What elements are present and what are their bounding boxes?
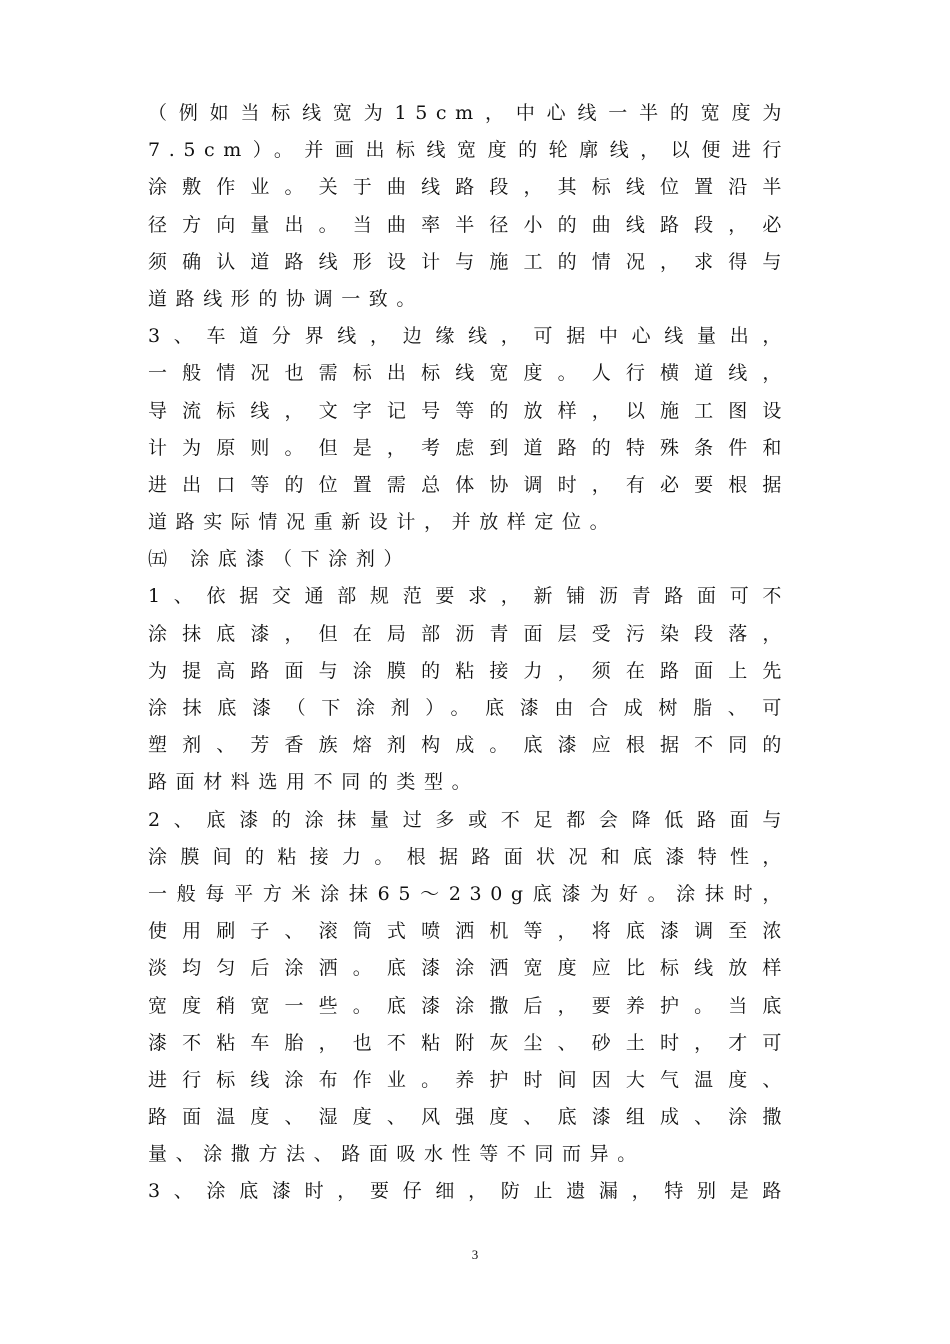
- text-line: 宽度稍宽一些。底漆涂撒后，要养护。当底: [148, 994, 790, 1017]
- text-line: ㈤ 涂底漆（下涂剂）: [148, 548, 412, 571]
- text-line: （例如当标线宽为15cm，中心线一半的宽度为: [148, 102, 790, 124]
- text-line: 为提高路面与涂膜的粘接力，须在路面上先: [148, 659, 790, 682]
- text-line: 淡均匀后涂洒。底漆涂洒宽度应比标线放样: [148, 957, 790, 980]
- text-line: 涂敷作业。关于曲线路段，其标线位置沿半: [148, 176, 790, 199]
- page-number: 3: [471, 1247, 479, 1262]
- text-line: 量、涂撒方法、路面吸水性等不同而异。: [148, 1143, 645, 1166]
- text-line: 道路线形的协调一致。: [148, 287, 425, 310]
- text-line: 漆不粘车胎，也不粘附灰尘、砂土时，才可: [148, 1031, 790, 1054]
- text-line: 3、涂底漆时，要仔细，防止遗漏，特别是路: [148, 1180, 790, 1203]
- text-line: 径方向量出。当曲率半径小的曲线路段，必: [148, 213, 790, 236]
- text-line: 须确认道路线形设计与施工的情况，求得与: [148, 250, 790, 273]
- text-line: 7.5cm）。并画出标线宽度的轮廓线，以便进行: [148, 139, 790, 162]
- text-line: 进出口等的位置需总体协调时，有必要根据: [148, 473, 790, 496]
- text-line: 3、车道分界线，边缘线，可据中心线量出，: [148, 325, 790, 348]
- text-line: 路面材料选用不同的类型。: [148, 771, 480, 794]
- text-line: 进行标线涂布作业。养护时间因大气温度、: [148, 1068, 790, 1091]
- body-text: [148, 95, 790, 1211]
- text-line: 路面温度、湿度、风强度、底漆组成、涂撒: [148, 1106, 790, 1129]
- text-line: 2、底漆的涂抹量过多或不足都会降低路面与: [148, 808, 790, 831]
- text-line: 涂膜间的粘接力。根据路面状况和底漆特性，: [148, 845, 790, 868]
- text-line: 道路实际情况重新设计，并放样定位。: [148, 511, 618, 534]
- text-line: 1、依据交通部规范要求，新铺沥青路面可不: [148, 585, 790, 608]
- text-line: 涂抹底漆（下涂剂）。底漆由合成树脂、可: [148, 697, 790, 719]
- text-line: 一般情况也需标出标线宽度。人行横道线，: [148, 362, 790, 385]
- text-line: 涂抹底漆，但在局部沥青面层受污染段落，: [148, 622, 790, 645]
- text-line: 塑剂、芳香族熔剂构成。底漆应根据不同的: [148, 734, 790, 757]
- text-line: 一般每平方米涂抹65～230g底漆为好。涂抹时，: [148, 882, 790, 905]
- text-line: 导流标线，文字记号等的放样，以施工图设: [148, 399, 790, 422]
- text-line: 使用刷子、滚筒式喷洒机等，将底漆调至浓: [148, 920, 790, 943]
- text-line: 计为原则。但是，考虑到道路的特殊条件和: [148, 436, 790, 459]
